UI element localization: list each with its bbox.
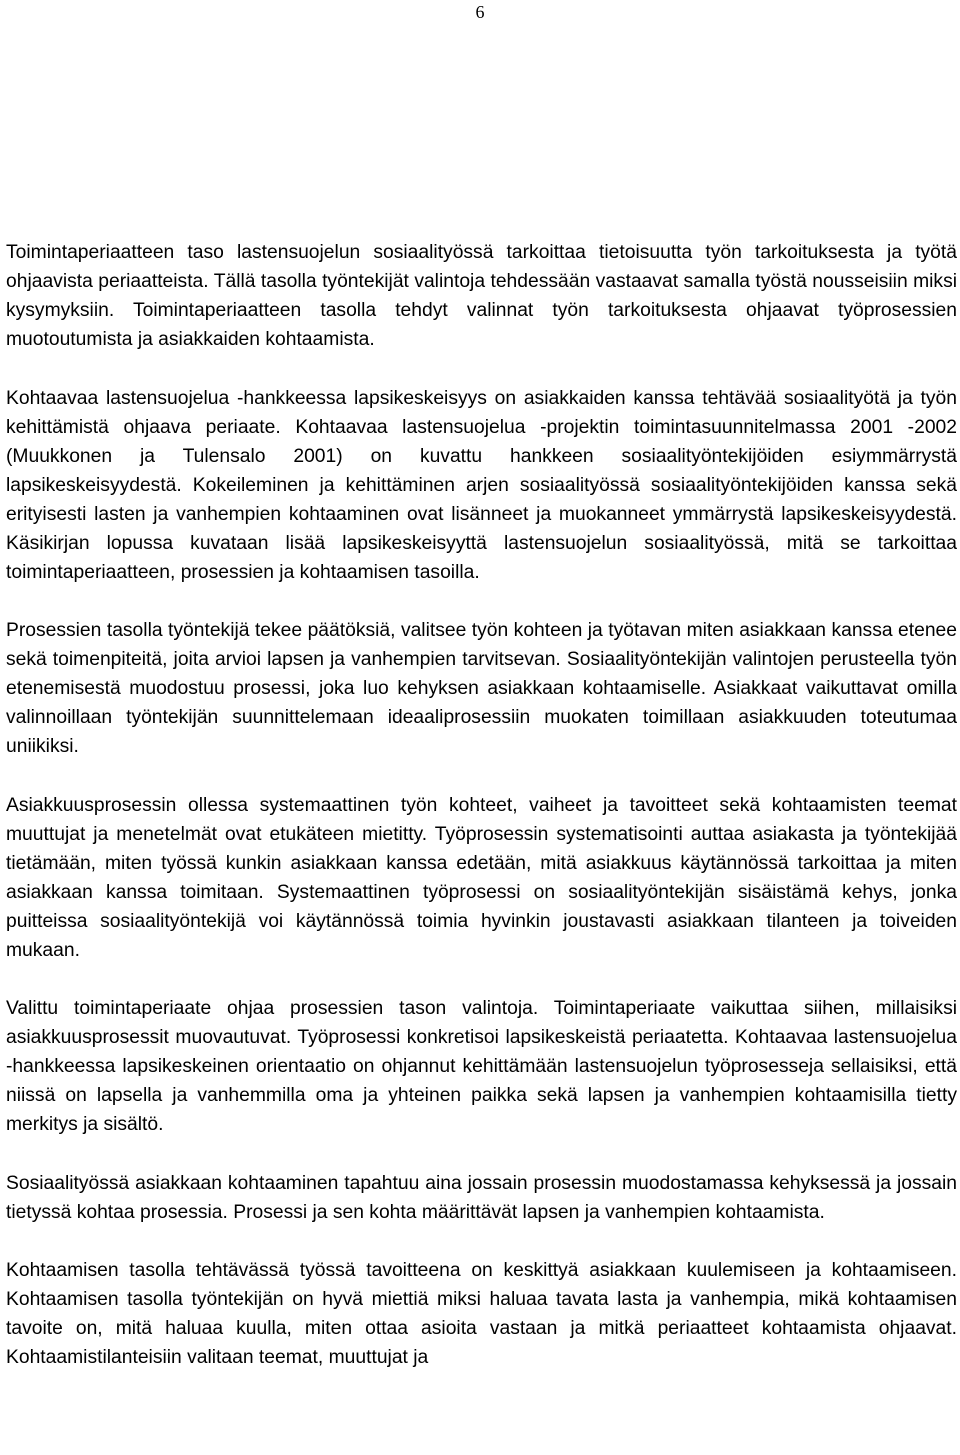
paragraph-4: Asiakkuusprosessin ollessa systemaattinen työn kohteet, vaiheet ja tavoitteet sekä kohtaamisten teemat muuttujat ja menetelmät ovat etukäteen mietitty. Työprosessin systematisointi auttaa asiakasta ja työntekijää tietämään, miten työssä kunkin asiakkaan kanssa edetään, mitä asiakkuus käytännössä tarkoittaa ja miten asiakkaan kanssa toimitaan. Systemaattinen työprosessi on sosiaalityöntekijän sisäistämä kehys, jonka puitteissa sosiaalityöntekijä voi käytännössä toimia hyvinkin joustavasti asiakkaan tilanteen ja toiveiden mukaan.: [6, 794, 957, 961]
paragraph-5: Valittu toimintaperiaate ohjaa prosessien tason valintoja. Toimintaperiaate vaikuttaa siihen, millaisiksi asiakkuusprosessit muovautuvat. Työprosessi konkretisoi lapsikeskeistä periaatetta. Kohtaavaa lastensuojelua -hankkeessa lapsikeskeinen orientaatio on ohjannut kehittämään lastensuojelun työprosesseja sellaisiksi, että niissä on lapsella ja vanhemmilla oma ja yhteinen paikka sekä lapsen ja vanhempien kohtaamisilla tietty merkitys ja sisältö.: [6, 998, 957, 1135]
paragraph-6: Sosiaalityössä asiakkaan kohtaaminen tapahtuu aina jossain prosessin muodostamassa kehyksessä ja jossain tietyssä kohtaa prosessia. Prosessi ja sen kohta määrittävät lapsen ja vanhempien kohtaamista.: [6, 1172, 957, 1223]
paragraph-7: Kohtaamisen tasolla tehtävässä työssä tavoitteena on keskittyä asiakkaan kuulemiseen ja kohtaamiseen. Kohtaamisen tasolla työntekijän on hyvä miettiä miksi haluaa tavata lasta ja vanhempia, mikä kohtaamisen tavoite on, mitä haluaa kuulla, miten ottaa asioita vastaan ja mitkä periaatteet kohtaamista ohjaavat. Kohtaamistilanteisiin valitaan teemat, muuttujat ja: [6, 1260, 957, 1368]
page-number: 6: [475, 2, 485, 22]
paragraph-1: Toimintaperiaatteen taso lastensuojelun sosiaalityössä tarkoittaa tietoisuutta työn tarkoituksesta ja työtä ohjaavista periaatteista. Tällä tasolla työntekijät valintoja tehdessään vastaavat samalla työstä nousseisiin miksi kysymyksiin. Toimintaperiaatteen tasolla tehdyt valinnat työn tarkoituksesta ohjaavat työprosessien muotoutumista ja asiakkaiden kohtaamista.: [6, 242, 957, 350]
paragraph-3: Prosessien tasolla työntekijä tekee päätöksiä, valitsee työn kohteen ja työtavan miten asiakkaan kanssa etenee sekä toimenpiteitä, joita arvioi lapsen ja vanhempien tarvitsevan. Sosiaalityöntekijän valintojen perusteella työn etenemisestä muodostuu prosessi, joka luo kehyksen asiakkaan kohtaamiselle. Asiakkaat vaikuttavat omilla valinnoillaan työntekijän suunnittelemaan ideaaliprosessiin muokaten toimillaan asiakkuuden toteutumaa uniikiksi.: [6, 620, 957, 757]
document-body: [6, 238, 957, 1372]
paragraph-2: Kohtaavaa lastensuojelua -hankkeessa lapsikeskeisyys on asiakkaiden kanssa tehtävää sosiaalityötä ja työn kehittämistä ohjaava periaate. Kohtaavaa lastensuojelua -projektin toimintasuunnitelmassa 2001 -2002 (Muukkonen ja Tulensalo 2001) on kuvattu hankkeen sosiaalityöntekijöiden esiymmärrystä lapsikeskeisyydestä. Kokeileminen ja kehittäminen arjen sosiaalityössä sosiaalityöntekijöiden kanssa sekä erityisesti lasten ja vanhempien kohtaaminen ovat lisänneet ja muokanneet ymmärrystä lapsikeskeisyydestä. Käsikirjan lopussa kuvataan lisää lapsikeskeisyyttä lastensuojelun sosiaalityössä, mitä se tarkoittaa toimintaperiaatteen, prosessien ja kohtaamisen tasoilla.: [6, 387, 957, 583]
